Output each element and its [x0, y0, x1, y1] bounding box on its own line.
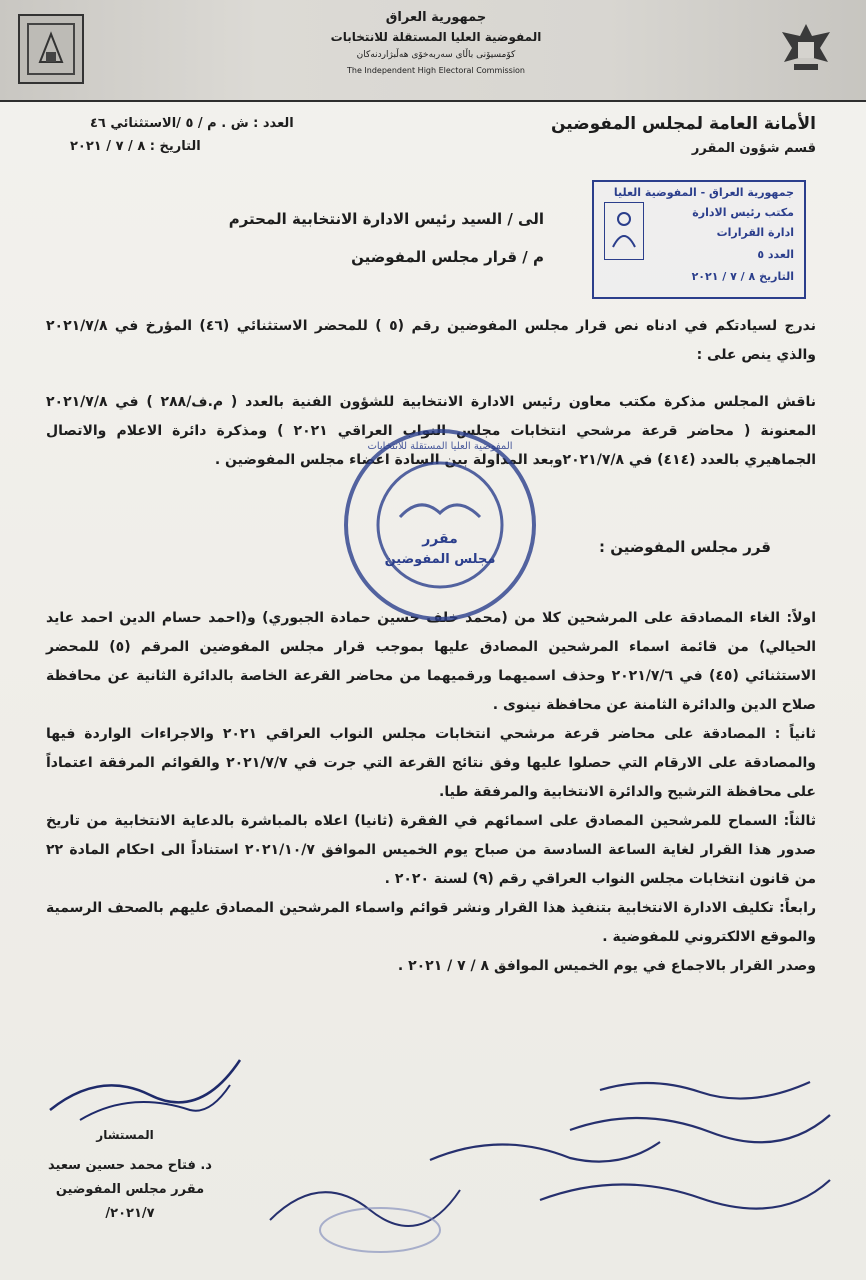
- item-1-head: اولاً:: [780, 610, 816, 626]
- addressee: الى / السيد رئيس الادارة الانتخابية المحترم: [228, 210, 544, 228]
- header-commission-en: The Independent High Electoral Commission: [347, 66, 525, 75]
- subject-line: م / قرار مجلس المفوضين: [351, 248, 544, 266]
- document-number: العدد : ش . م / ٥ /الاستثنائي ٤٦: [90, 116, 294, 131]
- letterhead: [0, 0, 866, 102]
- item-3-text: السماح للمرشحين المصادق على اسمائهم في الفقرة (ثانيا) اعلاه بالمباشرة بالدعاية الانتخابية من تاريخ صدور هذا القرار لغاية الساعة السادسة من صباح يوم الخميس الموافق ٢٠٢١/١٠/٧ استناداً الى احكام المادة ٢٢ من قانون انتخابات مجلس النواب العراقي رقم (٩) لسنة ٢٠٢٠ .: [46, 813, 816, 887]
- item-4-text: تكليف الادارة الانتخابية بتنفيذ هذا القرار ونشر قوائم واسماء المرشحين المصادق عليهم بالصحف الرسمية والموقع الالكتروني للمفوضية .: [46, 900, 816, 945]
- header-country: جمهورية العراق: [385, 10, 487, 25]
- resolution-items: [46, 604, 816, 981]
- eagle-emblem-icon: [776, 18, 836, 78]
- resolution-item-4: [46, 894, 816, 952]
- stamp-figure-icon: [604, 202, 644, 260]
- stamp-line-5: التاريخ ٨ / ٧ / ٢٠٢١: [691, 270, 794, 283]
- commission-logo: [18, 14, 84, 84]
- seal-center-top: مقرر: [422, 531, 458, 547]
- resolution-label: قرر مجلس المفوضين :: [598, 538, 771, 556]
- resolution-item-3: [46, 807, 816, 894]
- signatory-role: مقرر مجلس المفوضين: [55, 1182, 205, 1197]
- seal-center-bottom: مجلس المفوضين: [384, 552, 496, 567]
- item-3-head: ثالثاً:: [777, 813, 817, 829]
- signatory-date: ٢٠٢١/٧/: [105, 1206, 155, 1221]
- signatory-title: المستشار: [96, 1128, 154, 1142]
- bottom-signature-stamp: [260, 1150, 480, 1264]
- item-2-text: المصادقة على محاضر قرعة مرشحي انتخابات مجلس النواب العراقي ٢٠٢١ والاجراءات الواردة فيها والمصادقة على الارقام التي حصلوا عليها وفق نتائج القرعة التي جرت في ٢٠٢١/٧/٧ والقوائم المرفقة اعتماداً على محافظة الترشيح والدائرة الانتخابية والمرفقة طيا.: [46, 726, 816, 800]
- stamp-line-4: العدد ٥: [757, 248, 794, 261]
- signatory-name: د. فتاح محمد حسين سعيد: [48, 1158, 212, 1173]
- item-1-text: الغاء المصادقة على المرشحين كلا من (محمد خلف حسين حمادة الجبوري) و(احمد حسام الدين احمد عايد الحيالي) من قائمة اسماء المرشحين المصادق عليها بموجب قرار مجلس المفوضين المرقم (٥) للمحضر الاستثنائي (٤٥) في ٢٠٢١/٧/٦ وحذف اسميهما ورقميهما من محاضر القرعة الخاصة بالدائرة الثانية عن محافظة صلاح الدين والدائرة الثامنة عن محافظة نينوى .: [46, 610, 817, 713]
- item-4-head: رابعاً:: [773, 900, 817, 916]
- received-stamp: [592, 180, 806, 299]
- commissioners-signatures: [420, 1070, 840, 1224]
- section-subtitle: قسم شؤون المقرر: [691, 141, 816, 156]
- stamp-line-2: مكتب رئيس الادارة: [692, 206, 794, 219]
- commission-seal: [340, 425, 540, 625]
- stamp-line-3: ادارة القرارات: [716, 226, 794, 239]
- header-commission-ar: المفوضية العليا المستقلة للانتخابات: [330, 30, 542, 44]
- signatory-block: [40, 1154, 220, 1226]
- resolution-item-2: [46, 720, 816, 807]
- seal-ring-text: المفوضية العليا المستقلة للانتخابات: [367, 441, 513, 452]
- section-title: الأمانة العامة لمجلس المفوضين: [550, 114, 816, 134]
- discussion-paragraph: ناقش المجلس مذكرة مكتب معاون رئيس الادارة الانتخابية للشؤون الفنية بالعدد ( م.ف/٢٨٨ ) في ٢٠٢١/٧/٨ المعنونة ( محاضر قرعة مرشحي انتخابات مجلس النواب العراقي ٢٠٢١ ) ومذكرة دائرة الاعلام والاتصال الجماهيري بالعدد (٤١٤) في ٢٠٢١/٧/٨وبعد المداولة بين السادة اعضاء مجلس المفوضين .: [46, 394, 816, 468]
- intro-paragraph: ندرج لسيادتكم في ادناه نص قرار مجلس المفوضين رقم (٥ ) للمحضر الاستثنائي (٤٦) المؤرخ في ٢٠٢١/٧/٨ والذي ينص على :: [46, 318, 816, 363]
- adviser-signature: [40, 1040, 260, 1134]
- item-2-head: ثانياً :: [765, 726, 816, 742]
- stamp-line-1: جمهورية العراق - المفوضية العليا: [613, 186, 794, 199]
- document-date: التاريخ : ٨ / ٧ / ٢٠٢١: [70, 139, 201, 154]
- closing-line: وصدر القرار بالاجماع في يوم الخميس الموافق ٨ / ٧ / ٢٠٢١ .: [397, 958, 816, 974]
- header-commission-ku: كۆمسیۆنی باڵای سەربەخۆی هەڵبژاردنەکان: [356, 50, 516, 60]
